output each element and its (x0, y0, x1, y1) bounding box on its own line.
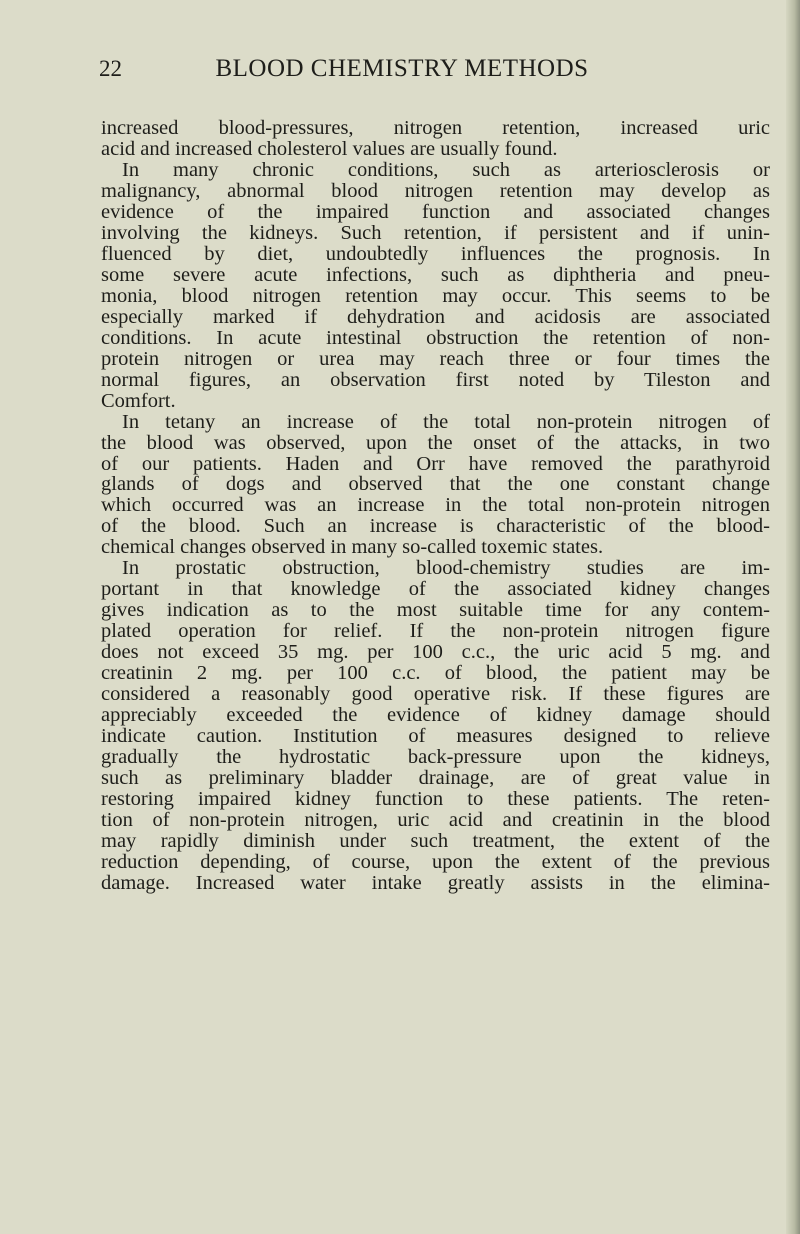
text-line: such as preliminary bladder drainage, are of great value in (101, 767, 770, 790)
text-line: gradually the hydrostatic back-pressure upon the kidneys, (101, 746, 770, 769)
text-line: portant in that knowledge of the associated kidney changes (101, 578, 770, 601)
text-line: plated operation for relief. If the non-protein nitrogen figure (101, 620, 770, 643)
text-line: In many chronic conditions, such as arteriosclerosis or (122, 158, 770, 181)
text-line: malignancy, abnormal blood nitrogen retention may develop as (101, 179, 770, 202)
text-line: tion of non-protein nitrogen, uric acid and creatinin in the blood (101, 808, 770, 831)
text-line: which occurred was an increase in the total non-protein nitrogen (101, 494, 770, 517)
text-line: acid and increased cholesterol values are usually found. (101, 137, 558, 160)
text-line: reduction depending, of course, upon the extent of the previous (101, 850, 770, 873)
text-line: protein nitrogen or urea may reach three or four times the (101, 347, 770, 370)
text-line: In tetany an increase of the total non-protein nitrogen of (122, 410, 770, 433)
text-line: glands of dogs and observed that the one constant change (101, 473, 770, 496)
text-line: Comfort. (101, 389, 176, 412)
paragraph (101, 412, 770, 559)
paragraph (101, 160, 770, 412)
running-title: BLOOD CHEMISTRY METHODS (215, 55, 589, 82)
text-line: of our patients. Haden and Orr have removed the parathyroid (101, 452, 770, 475)
page-edge-shadow (786, 0, 800, 1234)
text-line: normal figures, an observation first noted by Tileston and (101, 368, 770, 391)
body-text (101, 118, 770, 894)
text-line: creatinin 2 mg. per 100 c.c. of blood, the patient may be (101, 662, 770, 685)
text-line: chemical changes observed in many so-called toxemic states. (101, 536, 604, 559)
text-line: involving the kidneys. Such retention, if persistent and if unin- (101, 221, 770, 244)
text-line: restoring impaired kidney function to these patients. The reten- (101, 788, 770, 810)
text-line: conditions. In acute intestinal obstruction the retention of non- (101, 326, 770, 349)
text-line: considered a reasonably good operative risk. If these figures are (101, 683, 770, 706)
text-line: increased blood-pressures, nitrogen retention, increased uric (101, 117, 770, 139)
text-line: In prostatic obstruction, blood-chemistry studies are im- (122, 557, 770, 580)
text-line: indicate caution. Institution of measures designed to relieve (101, 725, 770, 748)
text-line: of the blood. Such an increase is characteristic of the blood- (101, 515, 770, 538)
paragraph (101, 118, 770, 160)
text-line: appreciably exceeded the evidence of kidney damage should (101, 704, 770, 727)
page-number: 22 (99, 56, 122, 81)
text-line: monia, blood nitrogen retention may occur. This seems to be (101, 284, 770, 307)
text-line: damage. Increased water intake greatly assists in the elimina- (101, 871, 770, 894)
text-line: does not exceed 35 mg. per 100 c.c., the uric acid 5 mg. and (101, 641, 770, 664)
text-line: fluenced by diet, undoubtedly influences the prognosis. In (101, 242, 770, 265)
text-line: may rapidly diminish under such treatment, the extent of the (101, 829, 770, 852)
text-line: gives indication as to the most suitable time for any contem- (101, 599, 770, 622)
text-line: especially marked if dehydration and acidosis are associated (101, 305, 770, 328)
text-line: some severe acute infections, such as diphtheria and pneu- (101, 263, 770, 286)
text-line: evidence of the impaired function and associated changes (101, 200, 770, 223)
paragraph (101, 558, 770, 894)
text-line: the blood was observed, upon the onset of the attacks, in two (101, 431, 770, 454)
